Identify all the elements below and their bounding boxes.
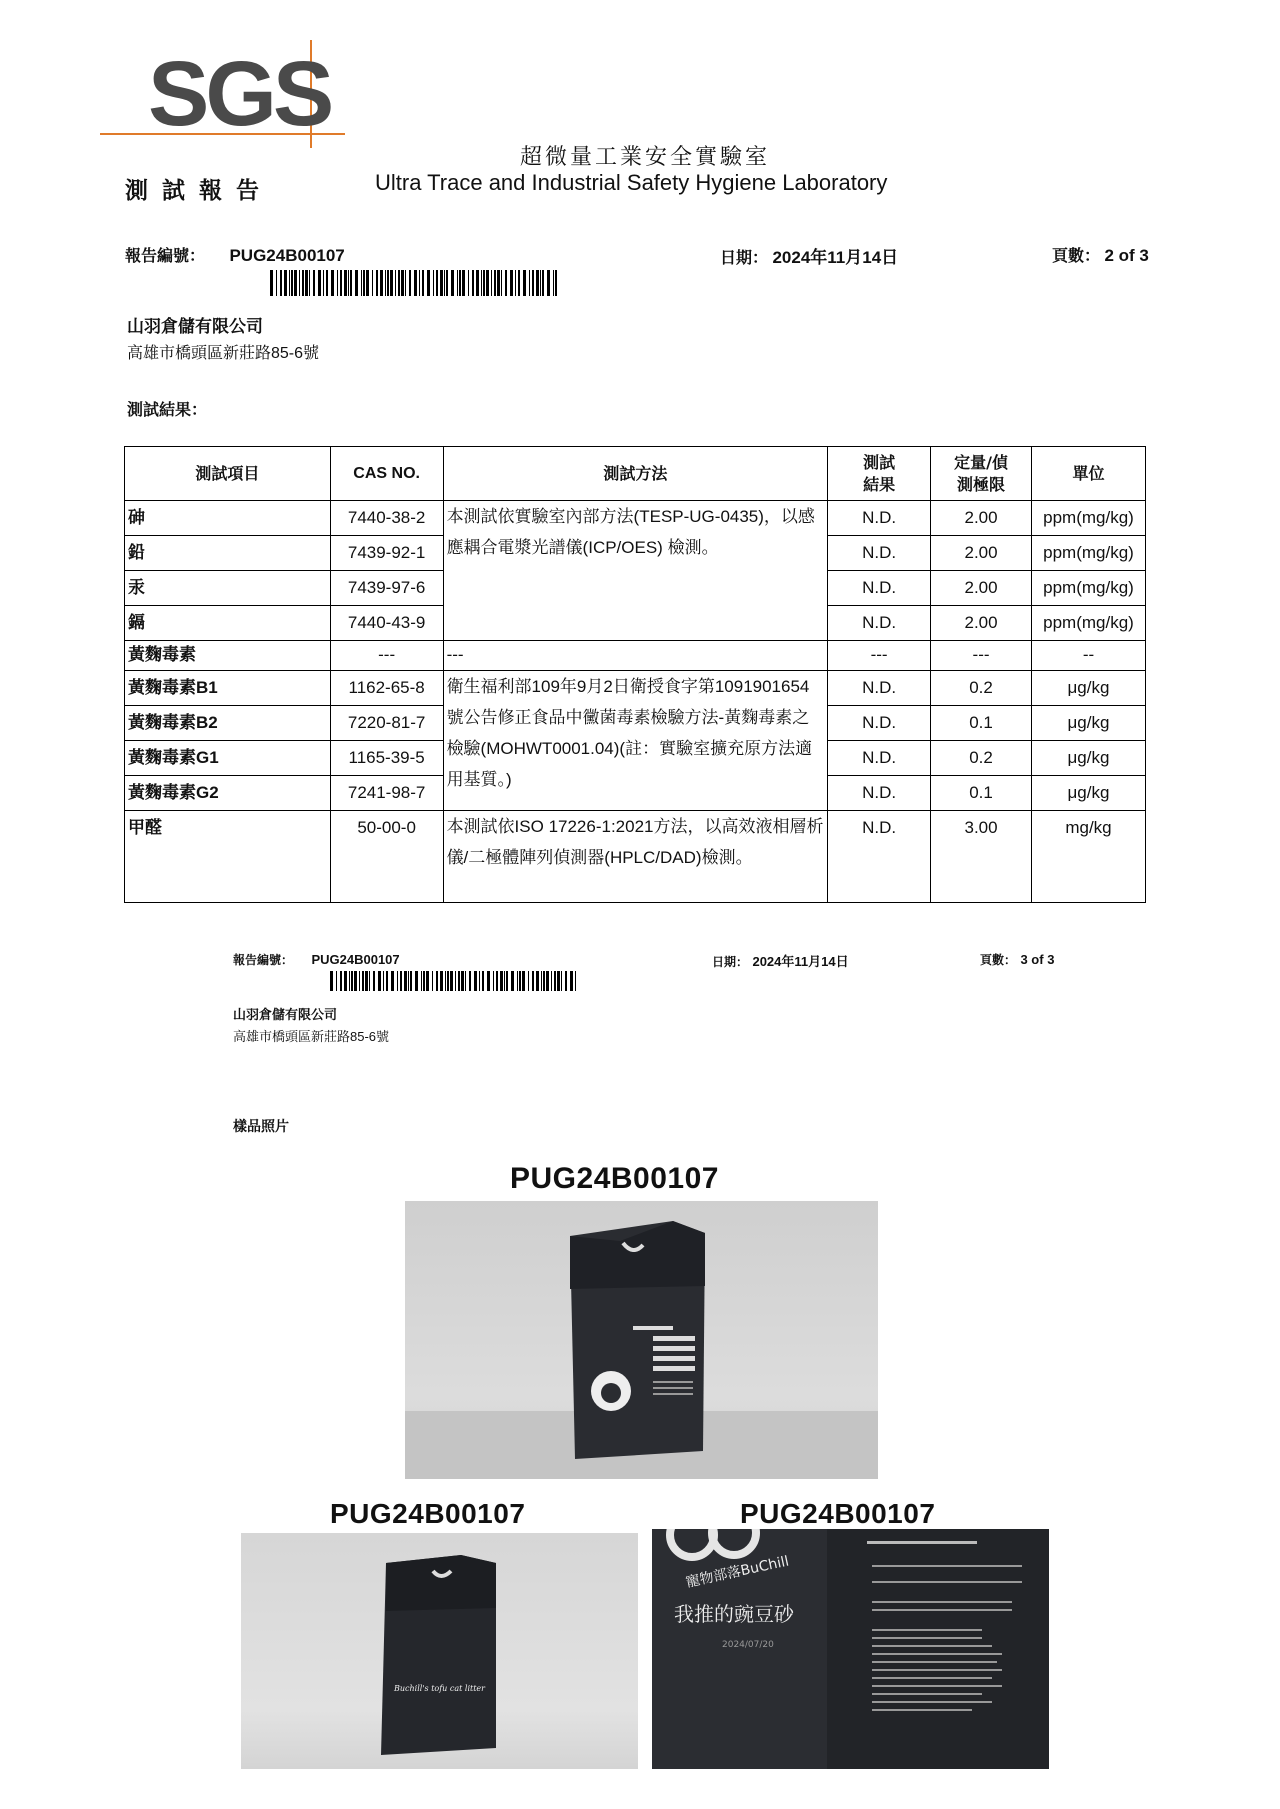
barcode-bar [421,971,422,991]
photo-title-closeup: PUG24B00107 [740,1498,936,1529]
result-cell: --- [828,641,931,671]
barcode-bar [465,971,466,991]
item-cell: 黃麴毒素B2 [125,706,331,741]
barcode-bar [372,270,373,296]
barcode-bar [501,270,502,296]
barcode-bar [491,270,492,296]
client-address: 高雄市橋頭區新莊路85-6號 [127,345,320,362]
item-cell: 鎘 [125,606,331,641]
barcode-bar [557,971,560,991]
report-number-row [125,243,345,266]
barcode-bar [359,971,360,991]
result-cell: N.D. [828,706,931,741]
bag-date-text: 2024/07/20 [722,1640,774,1650]
report-title: 測試報告 [125,177,273,204]
p3-page-number: 3 of 3 [1020,952,1055,967]
barcode-bar [436,971,438,991]
limit-cell: 2.00 [931,536,1032,571]
barcode-bar [515,270,516,296]
barcode-bar [330,971,333,991]
barcode-bar [376,270,378,296]
barcode-bar [555,270,557,296]
page-number: 2 of 3 [1104,246,1149,265]
barcode-bar [561,971,562,991]
result-cell: N.D. [828,571,931,606]
barcode-bar [284,270,287,296]
barcode-bar [390,270,393,296]
result-cell: N.D. [828,501,931,536]
bag-chinese-text: 我推的豌豆砂 [674,1602,794,1626]
report-number-label: 報告編號： [125,246,206,265]
barcode-bar [294,270,297,296]
date-label: 日期： [720,248,769,267]
barcode-bar [536,971,539,991]
unit-cell: μg/kg [1031,776,1145,811]
header-result: 測試結果 [828,447,931,501]
barcode-bar [523,270,526,296]
barcode-bar [547,270,550,296]
barcode-bar [482,971,484,991]
p3-page-row [980,951,1054,969]
barcode-bar [450,971,453,991]
barcode-bar [493,971,494,991]
barcode-bar [415,971,418,991]
barcode-bar [479,971,480,991]
item-cell: 黃麴毒素 [125,641,331,671]
barcode-bar [494,270,496,296]
barcode-bar [542,270,544,296]
barcode-bar [289,270,290,296]
unit-cell: ppm(mg/kg) [1031,536,1145,571]
barcode-bar [426,971,429,991]
cas-cell: 7439-97-6 [330,571,443,606]
barcode-bar [410,971,412,991]
barcode-bar [476,270,479,296]
barcode-bar [354,971,357,991]
cas-cell: 1162-65-8 [330,671,443,706]
barcode-bar [551,971,552,991]
barcode-bar [380,270,383,296]
barcode-bar [427,270,430,296]
barcode-bar [451,270,454,296]
barcode-bar [323,270,324,296]
limit-cell: 0.1 [931,706,1032,741]
p3-report-date: 2024年11月14日 [752,954,849,969]
header-item: 測試項目 [125,447,331,501]
barcode-bar [528,971,529,991]
unit-cell: mg/kg [1031,811,1145,903]
unit-cell: -- [1031,641,1145,671]
item-cell: 黃麴毒素B1 [125,671,331,706]
litter-bag-side-image [241,1533,638,1769]
barcode-bar [472,270,474,296]
limit-cell: 2.00 [931,501,1032,536]
unit-cell: μg/kg [1031,671,1145,706]
report-date: 2024年11月14日 [772,248,899,267]
barcode-bar [400,971,402,991]
barcode-bar [299,270,300,296]
barcode-bar [506,971,508,991]
barcode-bar [326,270,328,296]
barcode-bar [518,270,520,296]
barcode-bar [350,270,352,296]
barcode-bar [391,971,394,991]
barcode-bar [553,270,554,296]
page-label: 頁數： [1052,246,1101,265]
barcode-bar [422,270,424,296]
barcode-bar [408,971,409,991]
litter-bag-front-image [405,1201,878,1479]
barcode-bar [546,971,549,991]
table-row [125,501,1146,536]
barcode-bar [532,971,534,991]
method-aflatoxin: 衛生福利部109年9月2日衛授食字第1091901654號公告修正食品中黴菌毒素檢驗方法-黃麴毒素之檢驗(MOHWT0001.04)(註：實驗室擴充原方法適用基質。) [443,671,828,811]
cas-cell: 7440-43-9 [330,606,443,641]
barcode-bar [361,270,362,296]
barcode-bar [318,270,321,296]
barcode-bar [496,971,498,991]
limit-cell: 2.00 [931,571,1032,606]
barcode-bar [336,971,337,991]
photo-title-side: PUG24B00107 [330,1498,526,1529]
results-table [124,446,1146,903]
barcode-bar [270,270,273,296]
header-limit: 定量/偵測極限 [931,447,1032,501]
barcode-bar [409,270,411,296]
result-cell: N.D. [828,536,931,571]
barcode-bar [378,971,381,991]
barcode-bar [510,270,513,296]
barcode-bar [554,971,556,991]
barcode-bar [397,971,398,991]
barcode-bar [291,270,293,296]
barcode-bar [445,971,446,991]
barcode-bar [362,971,364,991]
barcode-bar [383,971,384,991]
barcode-bar [344,971,347,991]
photos-heading: 樣品照片 [233,1119,289,1135]
barcode-bar [349,971,350,991]
barcode-bar [455,971,456,991]
barcode-bar [355,270,358,296]
barcode-bar [511,971,514,991]
barcode-bar [365,971,368,991]
barcode-bar [385,270,386,296]
barcode-bar [351,971,353,991]
barcode-bar [440,971,443,991]
item-cell: 砷 [125,501,331,536]
barcode-bar [433,270,434,296]
p3-date-row [712,951,849,971]
barcode-bar [340,270,342,296]
barcode-bar [500,971,503,991]
barcode-bar [423,971,425,991]
results-heading: 測試結果： [127,400,208,419]
barcode-bar [505,270,507,296]
sgs-logo: SGS [148,43,331,145]
barcode-bar [519,971,521,991]
lab-name-zh: 超微量工業安全實驗室 [520,145,771,170]
barcode-bar [444,270,445,296]
item-cell: 鉛 [125,536,331,571]
item-cell: 汞 [125,571,331,606]
unit-cell: ppm(mg/kg) [1031,571,1145,606]
header-method: 測試方法 [443,447,828,501]
item-cell: 甲醛 [125,811,331,903]
barcode-bar [386,971,388,991]
barcode-bar [331,270,334,296]
cas-cell: 1165-39-5 [330,741,443,776]
p3-client-address: 高雄市橋頭區新莊路85-6號 [233,1029,390,1044]
header-unit: 單位 [1031,447,1145,501]
table-row [125,671,1146,706]
barcode-bar [570,971,573,991]
header-cas: CAS NO. [330,447,443,501]
barcode-bar [575,971,576,991]
cas-cell: 7241-98-7 [330,776,443,811]
barcode-bar [447,971,449,991]
barcode-bar [276,270,277,296]
p3-report-number-label: 報告編號： [233,953,294,967]
barcode-bar [366,270,369,296]
barcode-bar [387,270,389,296]
barcode-bar [337,270,338,296]
barcode-bar [483,270,485,296]
bag-english-text: Buchill's tofu cat litter [394,1684,485,1693]
sample-photo-side [241,1533,638,1769]
report-number: PUG24B00107 [229,246,345,265]
barcode-bar [522,971,525,991]
unit-cell: ppm(mg/kg) [1031,501,1145,536]
table-header-row [125,447,1146,501]
p3-report-barcode [330,971,582,991]
cas-cell: 7220-81-7 [330,706,443,741]
barcode-bar [419,270,420,296]
barcode-bar [414,270,417,296]
barcode-bar [348,270,349,296]
barcode-bar [540,270,541,296]
barcode-bar [458,971,460,991]
cas-cell: 50-00-0 [330,811,443,903]
method-metals: 本測試依實驗室內部方法(TESP-UG-0435)，以感應耦合電漿光譜儀(ICP/OES) 檢測。 [443,501,828,641]
limit-cell: 0.1 [931,776,1032,811]
unit-cell: μg/kg [1031,741,1145,776]
barcode-bar [504,971,505,991]
barcode-bar [529,270,530,296]
p3-report-number: PUG24B00107 [311,952,400,967]
barcode-bar [373,971,375,991]
table-row [125,641,1146,671]
bag-brand-text: 寵物部落BuChill [684,1553,791,1591]
barcode-bar [517,971,518,991]
barcode-bar [395,270,396,296]
barcode-bar [302,270,304,296]
barcode-bar [340,971,342,991]
method-formaldehyde: 本測試依ISO 17226-1:2021方法，以高效液相層析儀/二極體陣列偵測器(HPLC/DAD)檢測。 [443,811,828,903]
method-cell: --- [443,641,828,671]
barcode-bar [532,270,534,296]
barcode-bar [497,270,500,296]
barcode-bar [481,270,482,296]
barcode-bar [446,270,448,296]
barcode-bar [404,971,407,991]
litter-bag-closeup-image [652,1529,1049,1769]
barcode-bar [398,270,400,296]
report-barcode [270,270,562,296]
barcode-bar [401,270,404,296]
cas-cell: 7440-38-2 [330,501,443,536]
sample-photo-front [405,1201,878,1479]
barcode-bar [487,971,490,991]
p3-report-number-row [233,951,400,969]
barcode-bar [565,971,567,991]
barcode-bar [486,270,489,296]
barcode-bar [474,971,477,991]
cas-cell: 7439-92-1 [330,536,443,571]
barcode-bar [469,971,471,991]
item-cell: 黃麴毒素G2 [125,776,331,811]
barcode-bar [462,270,465,296]
barcode-bar [461,971,464,991]
barcode-bar [541,971,542,991]
table-row [125,811,1146,903]
lab-name-en: Ultra Trace and Industrial Safety Hygiene Laboratory [375,170,888,195]
unit-cell: μg/kg [1031,706,1145,741]
date-row [720,243,898,268]
barcode-bar [369,971,370,991]
result-cell: N.D. [828,776,931,811]
sample-photo-closeup [652,1529,1049,1769]
result-cell: N.D. [828,741,931,776]
barcode-bar [536,270,539,296]
limit-cell: 3.00 [931,811,1032,903]
limit-cell: 2.00 [931,606,1032,641]
barcode-bar [440,270,443,296]
client-company: 山羽倉儲有限公司 [127,317,263,336]
cas-cell: --- [330,641,443,671]
p3-page-label: 頁數： [980,953,1017,967]
photo-title-main: PUG24B00107 [510,1162,719,1195]
barcode-bar [432,971,433,991]
item-cell: 黃麴毒素G1 [125,741,331,776]
unit-cell: ppm(mg/kg) [1031,606,1145,641]
barcode-bar [543,971,545,991]
barcode-bar [313,270,315,296]
barcode-bar [363,270,365,296]
result-cell: N.D. [828,606,931,641]
p3-date-label: 日期： [712,955,749,969]
barcode-bar [457,270,458,296]
page-row [1052,243,1149,266]
p3-client-company: 山羽倉儲有限公司 [233,1007,338,1022]
limit-cell: --- [931,641,1032,671]
barcode-bar [344,270,347,296]
limit-cell: 0.2 [931,671,1032,706]
barcode-bar [436,270,438,296]
barcode-bar [405,270,406,296]
result-cell: N.D. [828,811,931,903]
barcode-bar [309,270,310,296]
barcode-bar [305,270,308,296]
result-cell: N.D. [828,671,931,706]
barcode-bar [280,270,282,296]
barcode-bar [459,270,461,296]
barcode-bar [468,270,469,296]
limit-cell: 0.2 [931,741,1032,776]
